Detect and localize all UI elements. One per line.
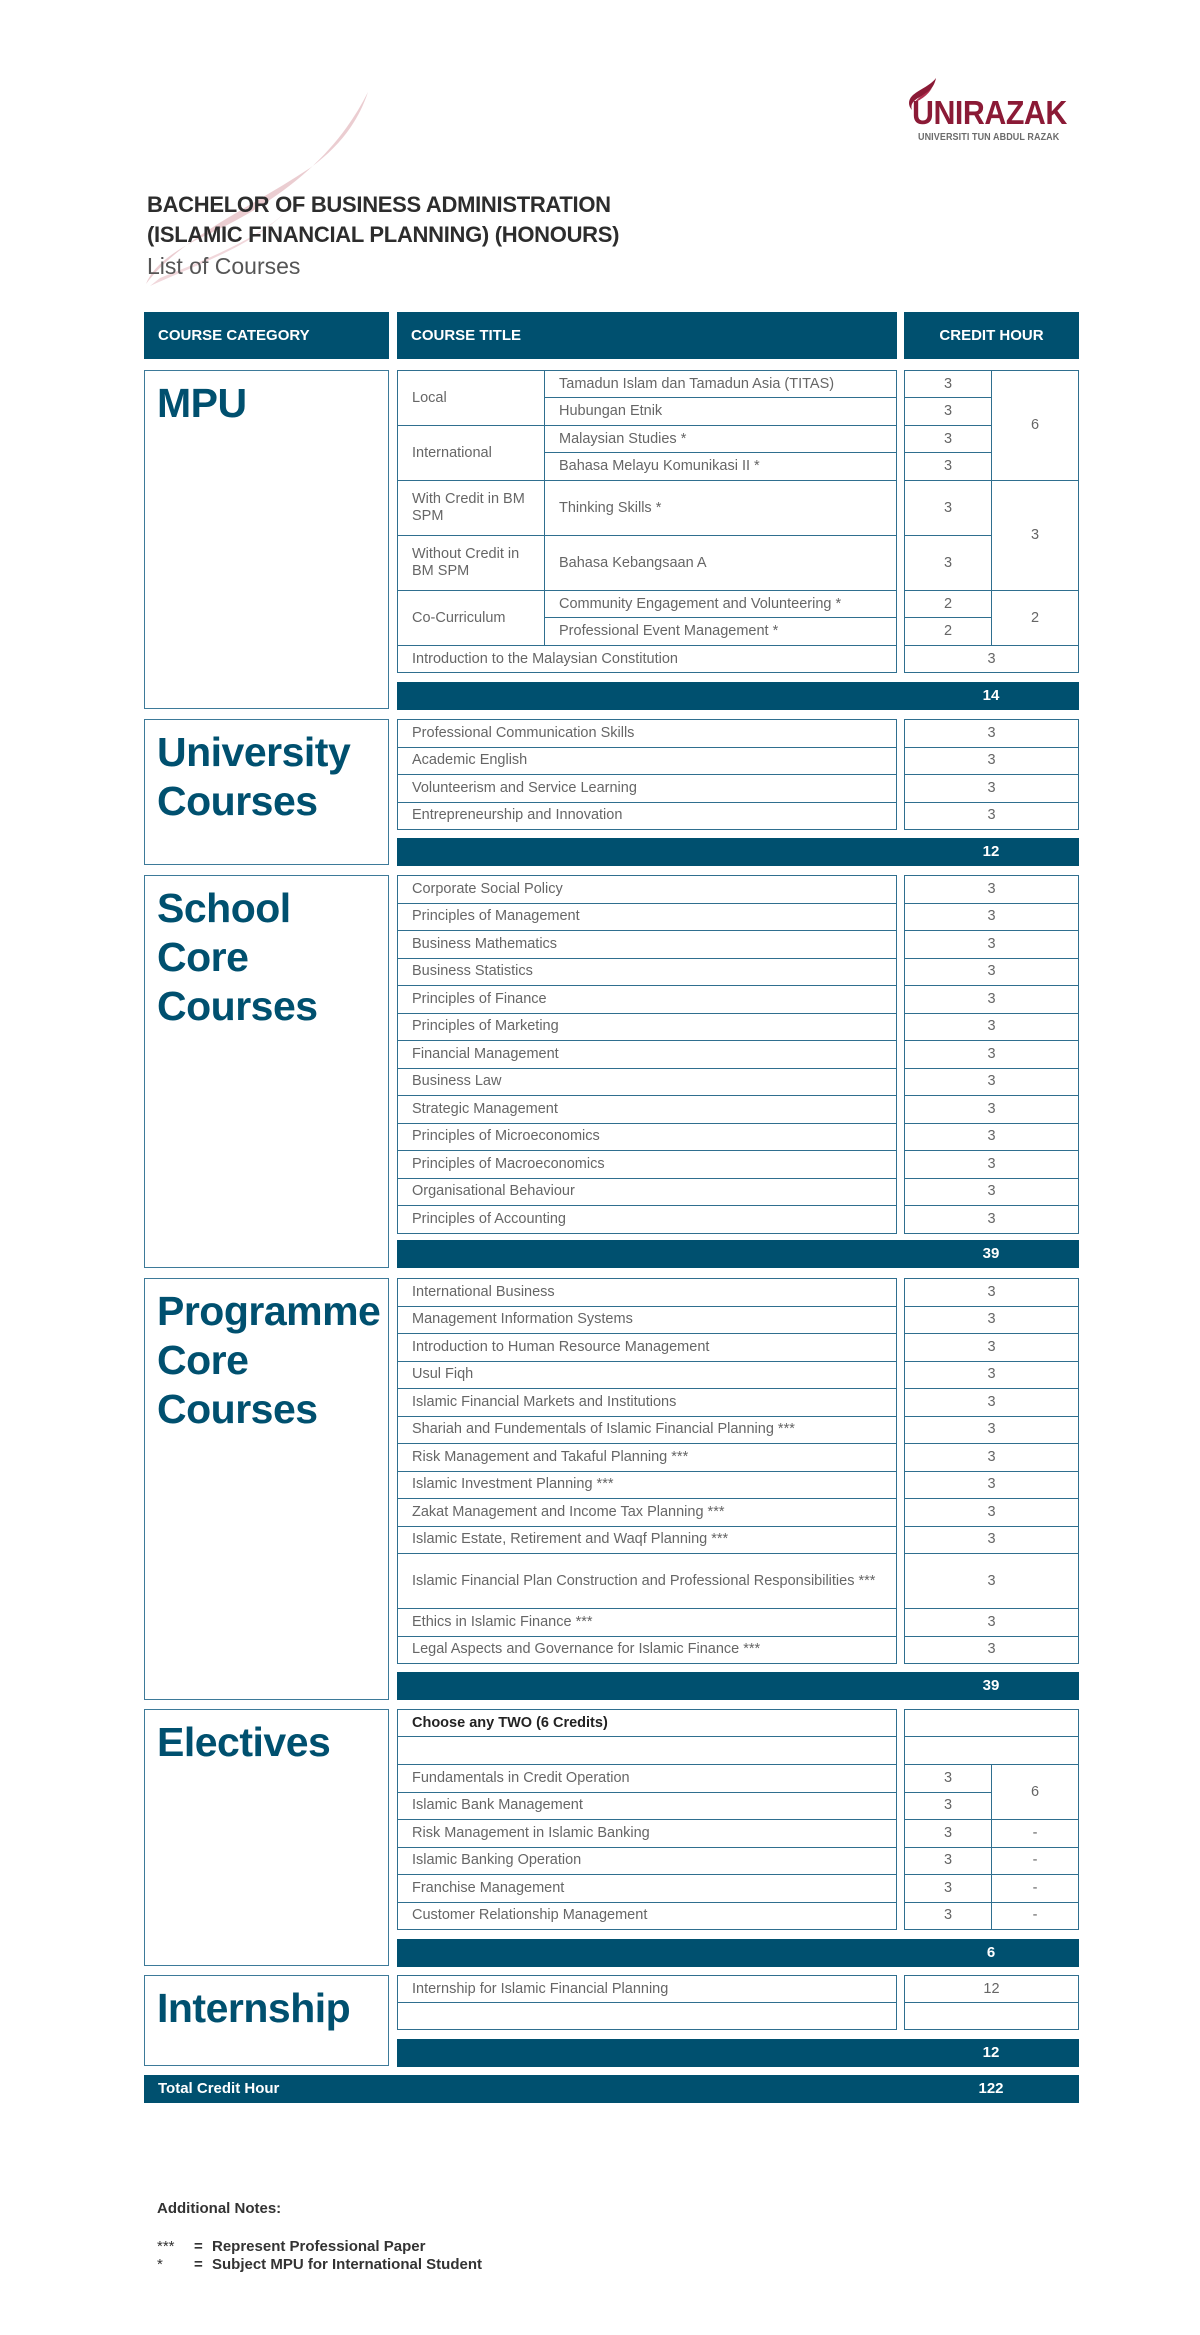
category-name: MPU <box>157 380 247 426</box>
course-title: Academic English <box>397 747 897 776</box>
category-name: Electives <box>157 1719 331 1765</box>
course-title: Introduction to the Malaysian Constitution <box>397 645 897 673</box>
credit-value: 3 <box>904 1013 1079 1042</box>
note-text: Represent Professional Paper <box>212 2238 426 2255</box>
course-title: Shariah and Fundementals of Islamic Financial Planning *** <box>397 1416 897 1445</box>
empty-cell <box>904 1709 1079 1737</box>
credit-value: 3 <box>904 535 992 591</box>
mpu-group-label: Without Credit in BM SPM <box>397 535 545 591</box>
course-title: Risk Management in Islamic Banking <box>397 1819 897 1848</box>
credit-value: 3 <box>904 1819 992 1848</box>
electives-instruction: Choose any TWO (6 Credits) <box>397 1709 897 1737</box>
mpu-group-label: With Credit in BM SPM <box>397 480 545 536</box>
subtotal-bar-school-core: 39 <box>397 1240 1079 1268</box>
credit-value: 2 <box>904 617 992 646</box>
credit-value: 3 <box>904 1388 1079 1417</box>
course-title: Professional Communication Skills <box>397 719 897 748</box>
notes-title: Additional Notes: <box>157 2200 282 2217</box>
credit-value: 3 <box>904 1068 1079 1097</box>
course-title: Ethics in Islamic Finance *** <box>397 1608 897 1637</box>
credit-value: 3 <box>904 719 1079 748</box>
course-title: Malaysian Studies * <box>544 425 897 453</box>
course-title: Professional Event Management * <box>544 617 897 646</box>
course-title: Organisational Behaviour <box>397 1178 897 1207</box>
course-title: Usul Fiqh <box>397 1361 897 1390</box>
credit-value: 3 <box>904 480 992 536</box>
credit-value: 3 <box>904 1150 1079 1179</box>
counted-credit: - <box>991 1902 1079 1931</box>
mpu-group-label: Co-Curriculum <box>397 590 545 646</box>
course-title: International Business <box>397 1278 897 1307</box>
credit-value: 3 <box>904 645 1079 673</box>
course-title: Business Statistics <box>397 958 897 987</box>
course-title: Islamic Financial Plan Construction and Professional Responsibilities *** <box>397 1553 897 1609</box>
header-course-category: COURSE CATEGORY <box>144 312 389 359</box>
course-title: Islamic Banking Operation <box>397 1847 897 1876</box>
course-title: Thinking Skills * <box>544 480 897 536</box>
credit-value: 3 <box>904 1847 992 1876</box>
credit-value: 3 <box>904 1278 1079 1307</box>
course-title: Hubungan Etnik <box>544 397 897 426</box>
counted-credit: - <box>991 1847 1079 1876</box>
course-title: Franchise Management <box>397 1874 897 1903</box>
credit-value: 3 <box>904 452 992 481</box>
category-name: Internship <box>157 1985 351 2031</box>
counted-credit: - <box>991 1874 1079 1903</box>
course-title: Business Mathematics <box>397 930 897 959</box>
course-title: Tamadun Islam dan Tamadun Asia (TITAS) <box>544 370 897 398</box>
note-equals: = <box>194 2256 203 2273</box>
course-title: Islamic Financial Markets and Institutions <box>397 1388 897 1417</box>
page-subtitle: List of Courses <box>147 253 301 279</box>
category-mpu <box>144 370 389 709</box>
course-title: Principles of Finance <box>397 985 897 1014</box>
credit-value: 3 <box>904 370 992 398</box>
course-title: Zakat Management and Income Tax Planning *** <box>397 1498 897 1527</box>
credit-value: 3 <box>904 802 1079 831</box>
course-title: Business Law <box>397 1068 897 1097</box>
course-title: Principles of Accounting <box>397 1205 897 1234</box>
credit-value: 3 <box>904 875 1079 904</box>
credit-value: 3 <box>904 1416 1079 1445</box>
note-symbol: * <box>157 2256 163 2273</box>
category-school-core-courses <box>144 875 389 1268</box>
course-title: Introduction to Human Resource Management <box>397 1333 897 1362</box>
group-credit-total: 3 <box>991 480 1079 591</box>
note-equals: = <box>194 2238 203 2255</box>
category-name: University Courses <box>157 729 351 824</box>
category-electives <box>144 1709 389 1966</box>
course-title: Principles of Management <box>397 903 897 932</box>
credit-value: 3 <box>904 1095 1079 1124</box>
credit-value: 3 <box>904 1471 1079 1500</box>
course-title: Management Information Systems <box>397 1306 897 1335</box>
subtotal-bar-mpu: 14 <box>397 682 1079 710</box>
course-title: Risk Management and Takaful Planning *** <box>397 1443 897 1472</box>
group-credit-total: 6 <box>991 370 1079 481</box>
credit-value: 3 <box>904 1205 1079 1234</box>
course-title: Principles of Marketing <box>397 1013 897 1042</box>
note-item <box>157 2238 425 2255</box>
counted-credit: - <box>991 1819 1079 1848</box>
credit-value: 3 <box>904 985 1079 1014</box>
logo-subtitle: UNIVERSITI TUN ABDUL RAZAK <box>918 132 1060 143</box>
credit-value: 3 <box>904 1361 1079 1390</box>
course-title: Entrepreneurship and Innovation <box>397 802 897 831</box>
empty-cell <box>904 2002 1079 2030</box>
logo-wordmark: UNIRAZAK <box>912 94 1067 131</box>
subtotal-bar-university: 12 <box>397 838 1079 866</box>
course-title: Principles of Macroeconomics <box>397 1150 897 1179</box>
course-title: Internship for Islamic Financial Planning <box>397 1975 897 2003</box>
course-title: Bahasa Melayu Komunikasi II * <box>544 452 897 481</box>
credit-value: 3 <box>904 1526 1079 1555</box>
course-title: Islamic Estate, Retirement and Waqf Planning *** <box>397 1526 897 1555</box>
subtotal-bar-internship: 12 <box>397 2039 1079 2067</box>
course-title: Bahasa Kebangsaan A <box>544 535 897 591</box>
category-programme-core-courses <box>144 1278 389 1700</box>
credit-value: 3 <box>904 1792 992 1821</box>
category-university-courses <box>144 719 389 865</box>
course-title: Corporate Social Policy <box>397 875 897 904</box>
credit-value: 3 <box>904 1123 1079 1152</box>
credit-value: 3 <box>904 1764 992 1793</box>
course-title: Islamic Bank Management <box>397 1792 897 1821</box>
category-internship <box>144 1975 389 2066</box>
header-course-title: COURSE TITLE <box>397 312 897 359</box>
credit-value: 3 <box>904 1306 1079 1335</box>
university-logo <box>900 76 1085 146</box>
credit-value: 3 <box>904 1498 1079 1527</box>
group-credit-total: 2 <box>991 590 1079 646</box>
subtotal-bar-electives: 6 <box>397 1939 1079 1967</box>
note-symbol: *** <box>157 2238 175 2255</box>
note-item <box>157 2256 482 2273</box>
subtotal-bar-programme-core: 39 <box>397 1672 1079 1700</box>
credit-value: 2 <box>904 590 992 618</box>
course-title: Fundamentals in Credit Operation <box>397 1764 897 1793</box>
category-name: School Core Courses <box>157 885 318 1029</box>
credit-value: 3 <box>904 397 992 426</box>
course-title: Islamic Investment Planning *** <box>397 1471 897 1500</box>
credit-value: 3 <box>904 930 1079 959</box>
credit-value: 3 <box>904 1636 1079 1665</box>
credit-value: 3 <box>904 903 1079 932</box>
total-credit-hour-bar: Total Credit Hour 122 <box>144 2075 1079 2103</box>
empty-cell <box>397 2002 897 2030</box>
total-label: Total Credit Hour <box>158 2080 280 2097</box>
credit-value: 3 <box>904 747 1079 776</box>
course-title: Strategic Management <box>397 1095 897 1124</box>
note-text: Subject MPU for International Student <box>212 2256 483 2273</box>
credit-value: 3 <box>904 1178 1079 1207</box>
mpu-group-label: International <box>397 425 545 481</box>
credit-value: 3 <box>904 1608 1079 1637</box>
credit-value: 12 <box>904 1975 1079 2003</box>
course-title: Legal Aspects and Governance for Islamic Finance *** <box>397 1636 897 1665</box>
course-title: Financial Management <box>397 1040 897 1069</box>
credit-value: 3 <box>904 1040 1079 1069</box>
course-title: Community Engagement and Volunteering * <box>544 590 897 618</box>
credit-value: 3 <box>904 774 1079 803</box>
empty-cell <box>397 1736 897 1765</box>
header-credit-hour: CREDIT HOUR <box>904 312 1079 359</box>
category-name: Programme Core Courses <box>157 1288 381 1432</box>
credit-value: 3 <box>904 1443 1079 1472</box>
course-title: Customer Relationship Management <box>397 1902 897 1931</box>
course-title: Volunteerism and Service Learning <box>397 774 897 803</box>
credit-value: 3 <box>904 425 992 453</box>
programme-title-line1: BACHELOR OF BUSINESS ADMINISTRATION <box>147 192 611 217</box>
credit-value: 3 <box>904 1553 1079 1609</box>
group-credit-total: 6 <box>991 1764 1079 1820</box>
credit-value: 3 <box>904 958 1079 987</box>
empty-cell <box>904 1736 1079 1765</box>
credit-value: 3 <box>904 1874 992 1903</box>
mpu-group-label: Local <box>397 370 545 426</box>
course-title: Principles of Microeconomics <box>397 1123 897 1152</box>
credit-value: 3 <box>904 1902 992 1931</box>
credit-value: 3 <box>904 1333 1079 1362</box>
programme-title-line2: (ISLAMIC FINANCIAL PLANNING) (HONOURS) <box>147 222 620 247</box>
